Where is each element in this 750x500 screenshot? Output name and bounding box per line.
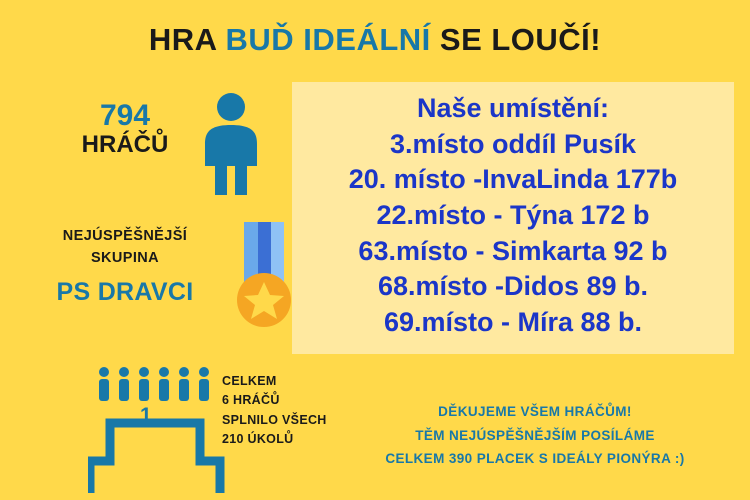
results-line: 68.místo -Didos 89 b.	[377, 271, 649, 302]
footer-line: DĚKUJEME VŠEM HRÁČŮM!	[438, 404, 632, 419]
best-group-name: PS DRAVCI	[56, 277, 194, 306]
podium-note-line: SPLNILO VŠECH	[222, 412, 327, 427]
players-block	[60, 100, 190, 158]
results-panel	[292, 82, 734, 354]
players-label: HRÁČŮ	[81, 130, 169, 158]
best-group-block	[30, 225, 220, 307]
title-part2: SE LOUČÍ!	[430, 22, 602, 57]
results-line: 20. místo -InvaLinda 177b	[348, 164, 678, 195]
medal-icon	[232, 222, 296, 337]
podium-note-line: CELKEM	[222, 374, 277, 388]
podium-rank: 1.	[140, 404, 158, 427]
footer-line: CELKEM 390 PLACEK S IDEÁLY PIONÝRA :)	[385, 451, 685, 467]
podium-note-line: 210 ÚKOLŮ	[222, 432, 294, 447]
results-title: Naše umístění:	[416, 93, 610, 123]
results-line: 63.místo - Simkarta 92 b	[358, 235, 668, 266]
title-part1: HRA	[148, 22, 226, 57]
best-group-line1: NEJÚSPĚŠNĚJŠÍ	[62, 228, 188, 244]
players-count: 794	[99, 99, 151, 132]
footer-message	[330, 400, 740, 471]
results-line: 22.místo - Týna 172 b	[376, 199, 650, 230]
best-group-line2: SKUPINA	[90, 250, 160, 267]
results-line: 69.místo - Míra 88 b.	[383, 306, 643, 337]
podium-note-line: 6 HRÁČŮ	[222, 393, 280, 408]
person-icon	[196, 92, 266, 203]
results-line: 3.místo oddíl Pusík	[389, 128, 637, 159]
title-accent: BUĎ IDEÁLNÍ	[225, 22, 431, 57]
page-title	[0, 22, 750, 58]
footer-line: TĚM NEJÚSPĚŠNĚJŠÍM POSÍLÁME	[415, 427, 655, 443]
